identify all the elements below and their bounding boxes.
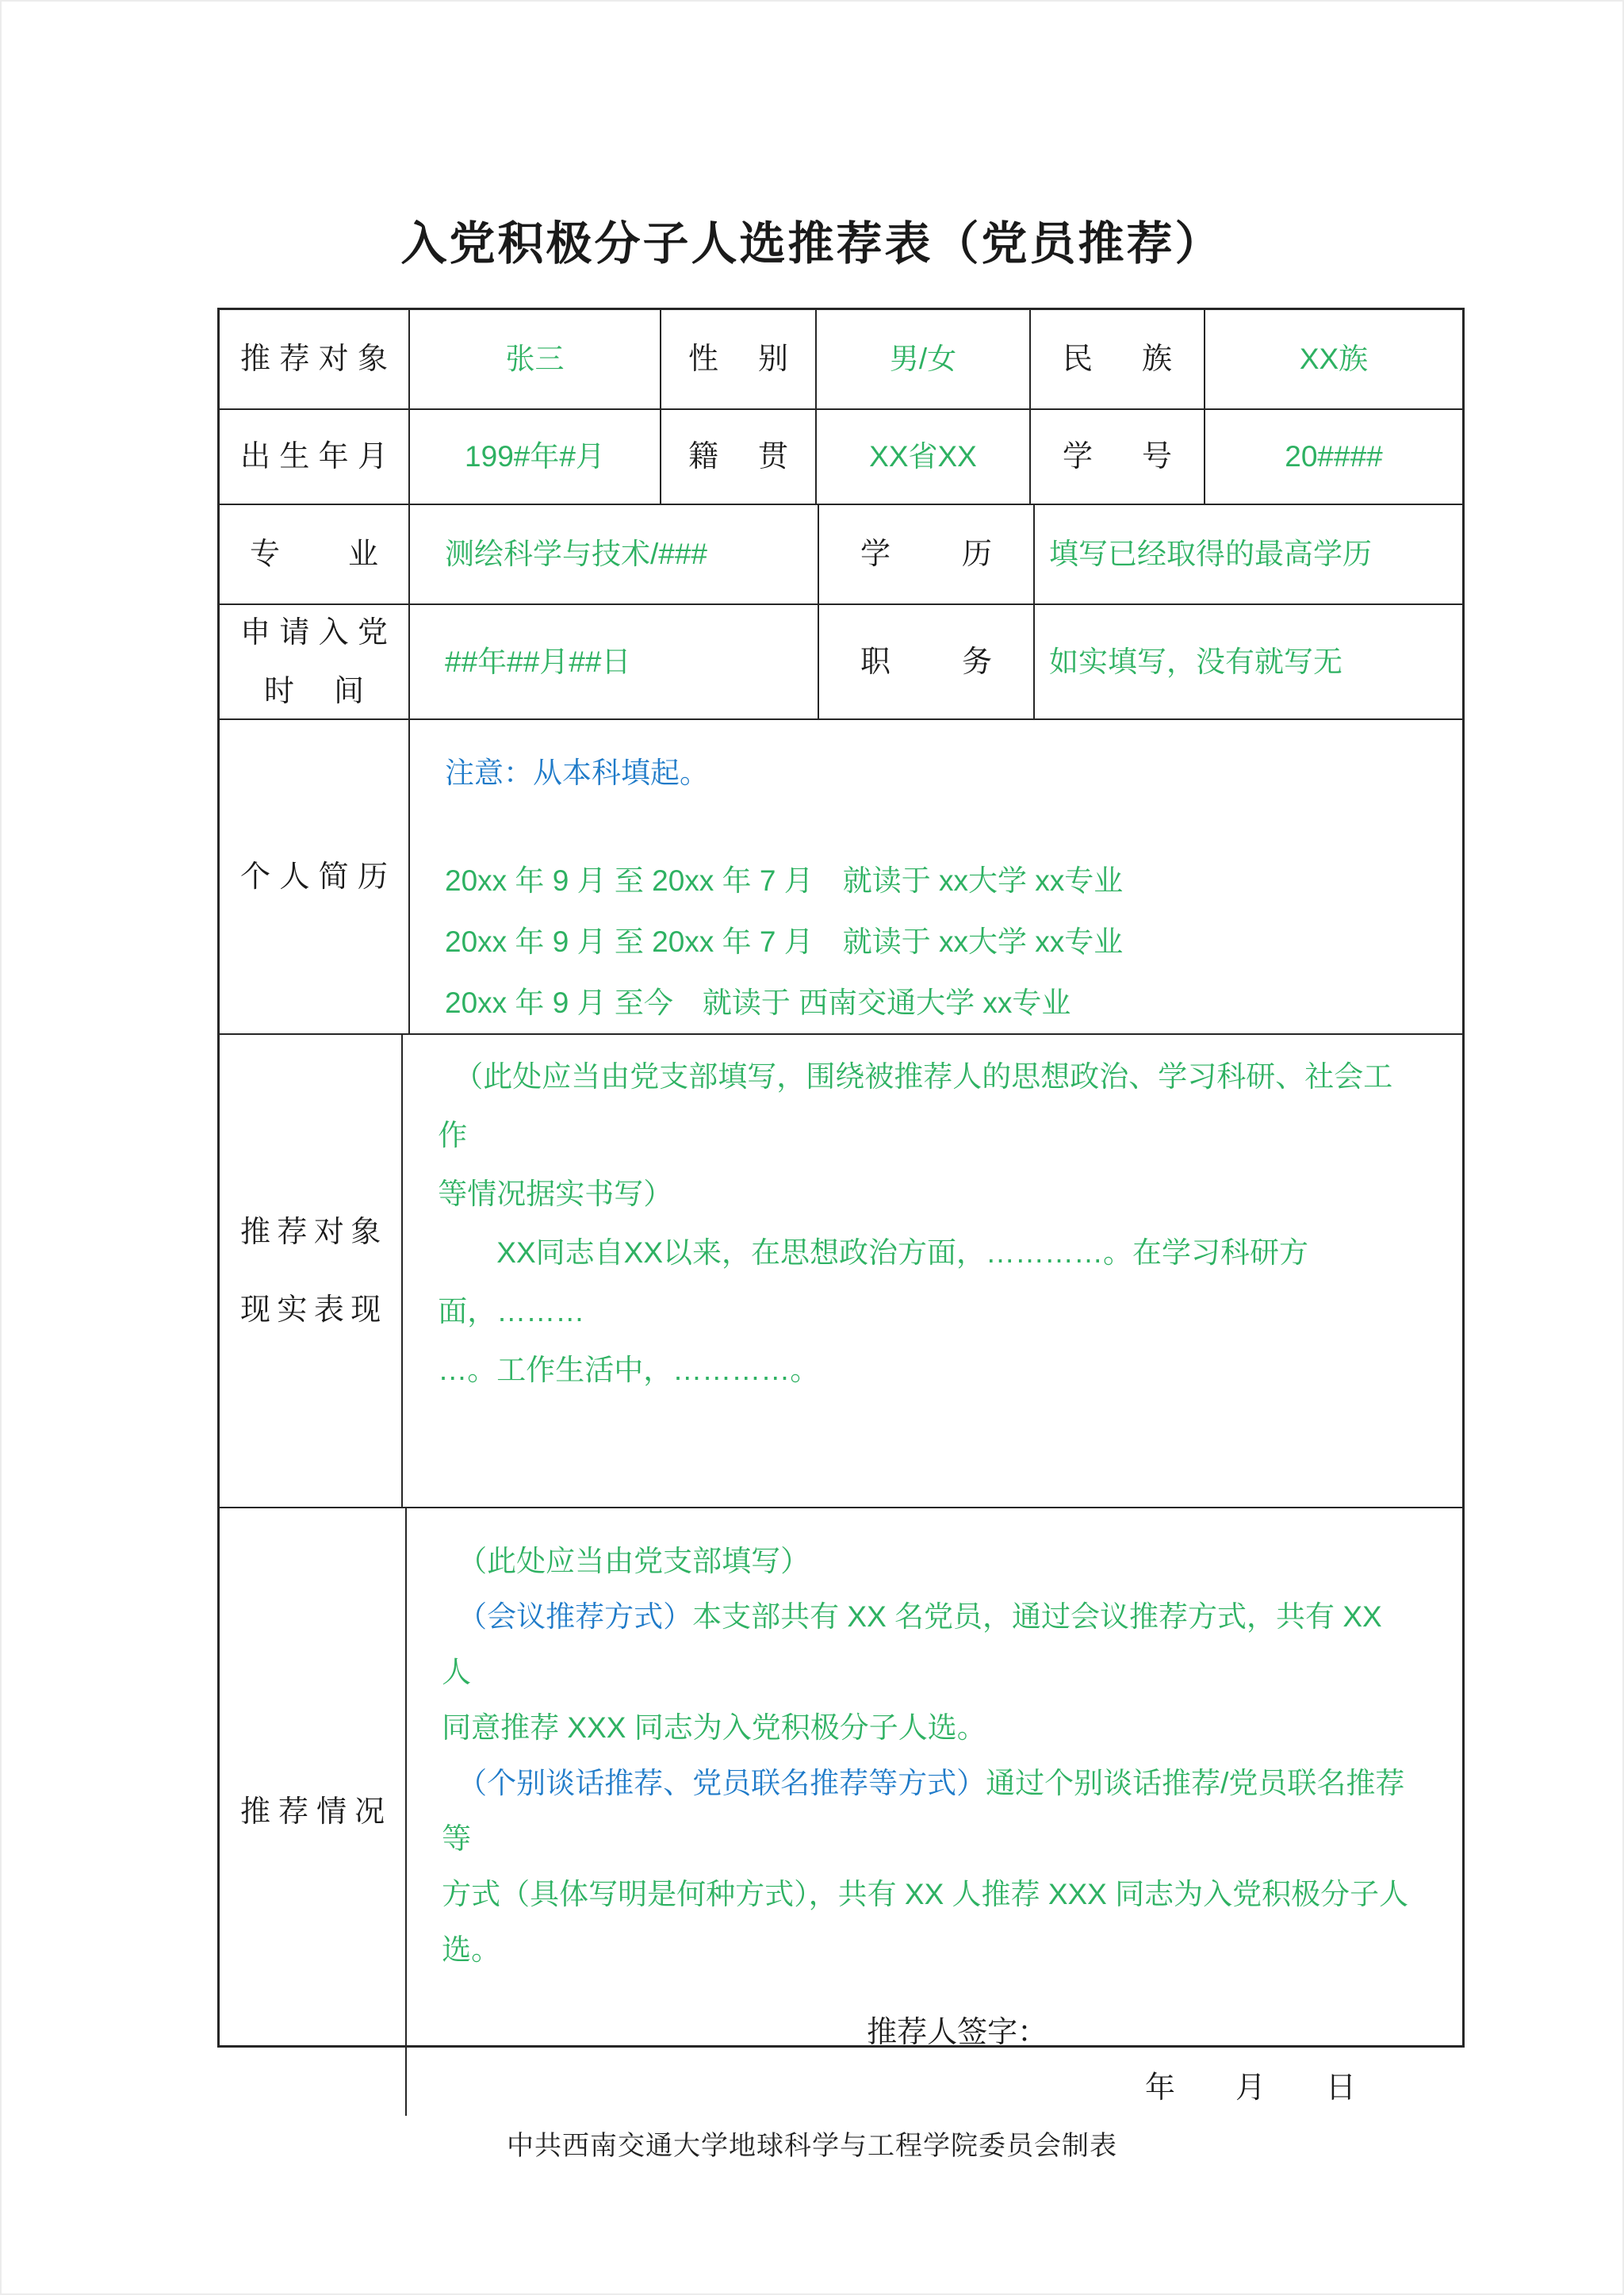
value-gender: 男/女 bbox=[817, 310, 1031, 408]
value-native-place: XX省XX bbox=[817, 410, 1031, 504]
label-education: 学历 bbox=[819, 505, 1035, 603]
recommendation-content bbox=[407, 1508, 1462, 2116]
recommendation-line: （会议推荐方式）本支部共有 XX 名党员，通过会议推荐方式，共有 XX 人 bbox=[442, 1600, 1382, 1688]
recommendation-line: 选。 bbox=[442, 1933, 501, 1966]
recommendation-form-table bbox=[217, 308, 1465, 2105]
footer-issuer: 中共西南交通大学地球科学与工程学院委员会制表 bbox=[507, 2132, 1117, 2161]
label-native-place: 籍贯 bbox=[661, 410, 817, 504]
resume-line: 20xx 年 9 月 至 20xx 年 7 月 就读于 xx大学 xx专业 bbox=[445, 864, 1124, 897]
table-row bbox=[220, 720, 1462, 1035]
value-position: 如实填写，没有就写无 bbox=[1049, 645, 1342, 678]
value-education: 填写已经取得的最高学历 bbox=[1049, 538, 1372, 570]
table-row bbox=[220, 605, 1462, 720]
performance-line: 等情况据实书写） bbox=[438, 1178, 673, 1210]
recommendation-line: 同意推荐 XXX 同志为入党积极分子人选。 bbox=[442, 1711, 986, 1744]
recommendation-line: （此处应当由党支部填写） bbox=[458, 1545, 810, 1577]
table-row bbox=[220, 310, 1462, 410]
label-resume: 个人简历 bbox=[220, 720, 410, 1033]
table-row bbox=[220, 505, 1462, 605]
label-apply-date: 申请入党 时间 bbox=[220, 605, 410, 718]
performance-line: …。工作生活中，…………。 bbox=[438, 1354, 820, 1386]
performance-line: XX同志自XX以来，在思想政治方面，…………。在学习科研方面，……… bbox=[438, 1236, 1308, 1328]
label-major: 专业 bbox=[220, 505, 410, 603]
performance-line: （此处应当由党支部填写，围绕被推荐人的思想政治、学习科研、社会工作 bbox=[438, 1060, 1393, 1151]
performance-content bbox=[403, 1035, 1462, 1507]
value-name: 张三 bbox=[410, 310, 661, 408]
label-recommend-target: 推荐对象 bbox=[220, 310, 410, 408]
table-row bbox=[220, 410, 1462, 505]
value-major: 测绘科学与技术/### bbox=[410, 505, 819, 603]
resume-lines bbox=[445, 850, 1418, 1033]
resume-line: 20xx 年 9 月 至 20xx 年 7 月 就读于 xx大学 xx专业 bbox=[445, 925, 1124, 958]
label-ethnicity: 民族 bbox=[1031, 310, 1205, 408]
label-birth-date: 出生年月 bbox=[220, 410, 410, 504]
table-row bbox=[220, 1508, 1462, 2116]
value-ethnicity: XX族 bbox=[1299, 343, 1369, 375]
page-title: 入党积极分子人选推荐表（党员推荐） bbox=[400, 218, 1224, 270]
label-student-id: 学号 bbox=[1031, 410, 1205, 504]
resume-note: 注意：从本科填起。 bbox=[445, 757, 709, 789]
recommendation-line: 方式（具体写明是何种方式），共有 XX 人推荐 XXX 同志为入党积极分子人 bbox=[442, 1878, 1409, 1910]
table-row bbox=[220, 1035, 1462, 1508]
value-birth-date: 199#年#月 bbox=[410, 410, 661, 504]
recommender-signature-label: 推荐人签字： bbox=[867, 2016, 1048, 2049]
recommendation-line: （个别谈话推荐、党员联名推荐等方式）通过个别谈话推荐/党员联名推荐等 bbox=[442, 1767, 1405, 1855]
label-position: 职务 bbox=[819, 605, 1035, 718]
value-apply-date: ##年##月##日 bbox=[410, 605, 819, 718]
resume-line: 20xx 年 9 月 至今 就读于 西南交通大学 xx专业 bbox=[445, 987, 1071, 1019]
resume-content bbox=[410, 720, 1462, 1033]
label-performance: 推荐对象 现实表现 bbox=[220, 1035, 403, 1507]
value-student-id: 20#### bbox=[1285, 440, 1383, 473]
label-recommendation: 推荐情况 bbox=[220, 1508, 407, 2116]
label-gender: 性别 bbox=[661, 310, 817, 408]
date-line: 年 月 日 bbox=[1144, 2071, 1356, 2105]
